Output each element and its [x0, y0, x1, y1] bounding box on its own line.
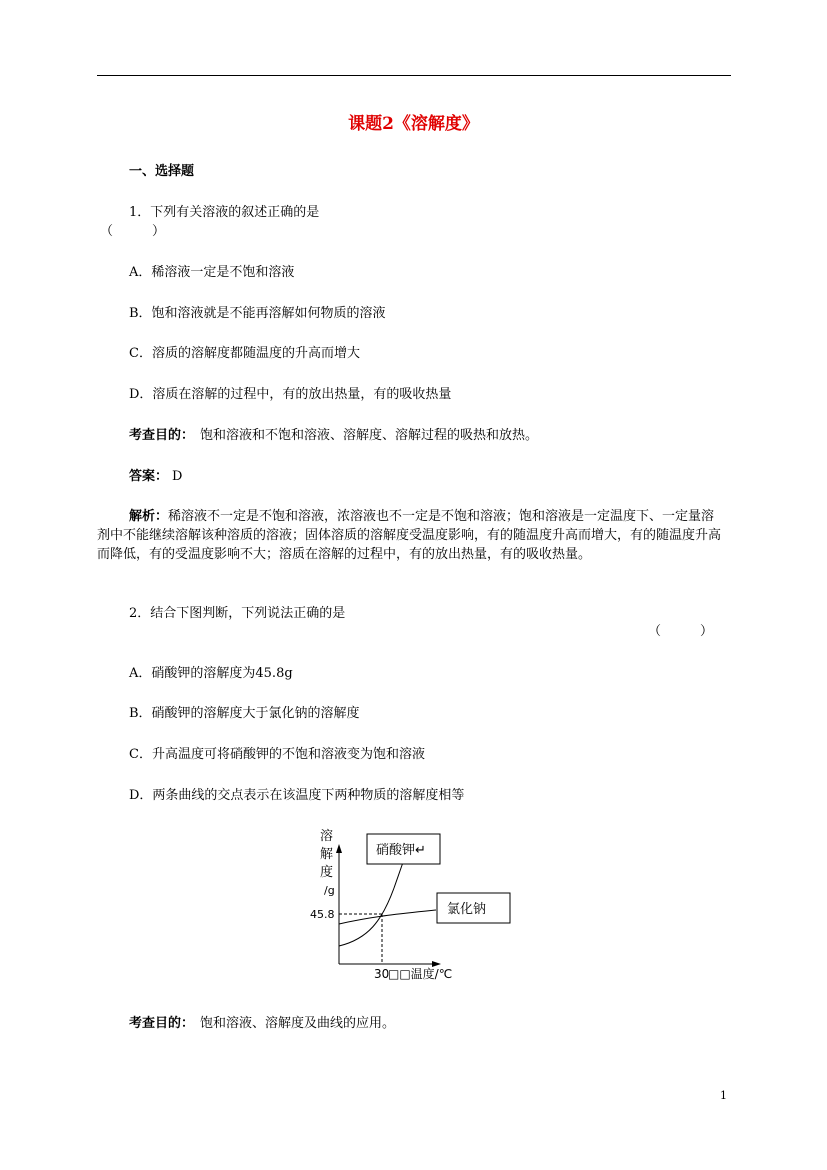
- y-axis-arrow: [336, 844, 342, 853]
- q2-option-a: A．硝酸钾的溶解度为45.8g: [129, 666, 293, 681]
- q2-option-d: D．两条曲线的交点表示在该温度下两种物质的溶解度相等: [129, 788, 465, 803]
- x-tick-value: 30: [374, 967, 390, 981]
- q1-purpose: [129, 427, 538, 445]
- y-axis-label-4: /g: [324, 884, 335, 897]
- y-tick-value: 45.8: [310, 908, 335, 921]
- solubility-curve-figure: [296, 826, 526, 986]
- y-axis-label-2: 解: [320, 847, 334, 862]
- y-axis-label-3: 度: [320, 865, 334, 880]
- kno3-label: 硝酸钾↵: [376, 843, 426, 858]
- y-axis-label-1: 溶: [320, 829, 334, 844]
- header-rule: [97, 75, 731, 76]
- q1-stem: 1．下列有关溶液的叙述正确的是: [129, 205, 320, 220]
- q2-stem: 2．结合下图判断，下列说法正确的是: [129, 606, 346, 621]
- q2-purpose-label: 考查目的：: [129, 1016, 195, 1031]
- q1-analysis-label: 解析：: [129, 509, 169, 524]
- q1-purpose-label: 考查目的：: [129, 428, 195, 443]
- q2-option-c: C．升高温度可将硝酸钾的不饱和溶液变为饱和溶液: [129, 747, 425, 762]
- nacl-curve: [339, 910, 436, 924]
- page-number: 1: [720, 1089, 727, 1102]
- page-title: 课题2《溶解度》: [348, 114, 479, 134]
- q1-analysis: [97, 507, 727, 564]
- q1-answer: [129, 468, 182, 486]
- q1-answer-label: 答案：: [129, 469, 169, 484]
- q2-purpose: [129, 1015, 395, 1033]
- q1-option-b: B．饱和溶液就是不能再溶解如何物质的溶液: [129, 306, 386, 321]
- q1-answer-blank: （ ）: [100, 224, 166, 239]
- section-heading: 一、选择题: [129, 164, 195, 179]
- q1-option-c: C．溶质的溶解度都随温度的升高而增大: [129, 346, 360, 361]
- q2-purpose-text: 饱和溶液、溶解度及曲线的应用。: [200, 1016, 396, 1031]
- q2-option-b: B．硝酸钾的溶解度大于氯化钠的溶解度: [129, 706, 360, 721]
- x-axis-label: □□温度/℃: [388, 967, 453, 981]
- q1-answer-value: D: [172, 469, 183, 484]
- q1-option-d: D．溶质在溶解的过程中，有的放出热量，有的吸收热量: [129, 387, 452, 402]
- nacl-label: 氯化钠: [447, 902, 487, 917]
- q1-purpose-text: 饱和溶液和不饱和溶液、溶解度、溶解过程的吸热和放热。: [200, 428, 539, 443]
- q2-answer-blank: （ ）: [648, 624, 714, 639]
- q1-option-a: A．稀溶液一定是不饱和溶液: [129, 265, 295, 280]
- q1-analysis-text: 稀溶液不一定是不饱和溶液，浓溶液也不一定是不饱和溶液；饱和溶液是一定温度下、一定量溶剂中不能继续溶解该种溶质的溶液；固体溶质的溶解度受温度影响，有的随温度升高而增大，有的随温度升高而降低，有的受温度影响不大；溶质在溶解的过程中，有的放出热量，有的吸收热量。: [97, 509, 722, 562]
